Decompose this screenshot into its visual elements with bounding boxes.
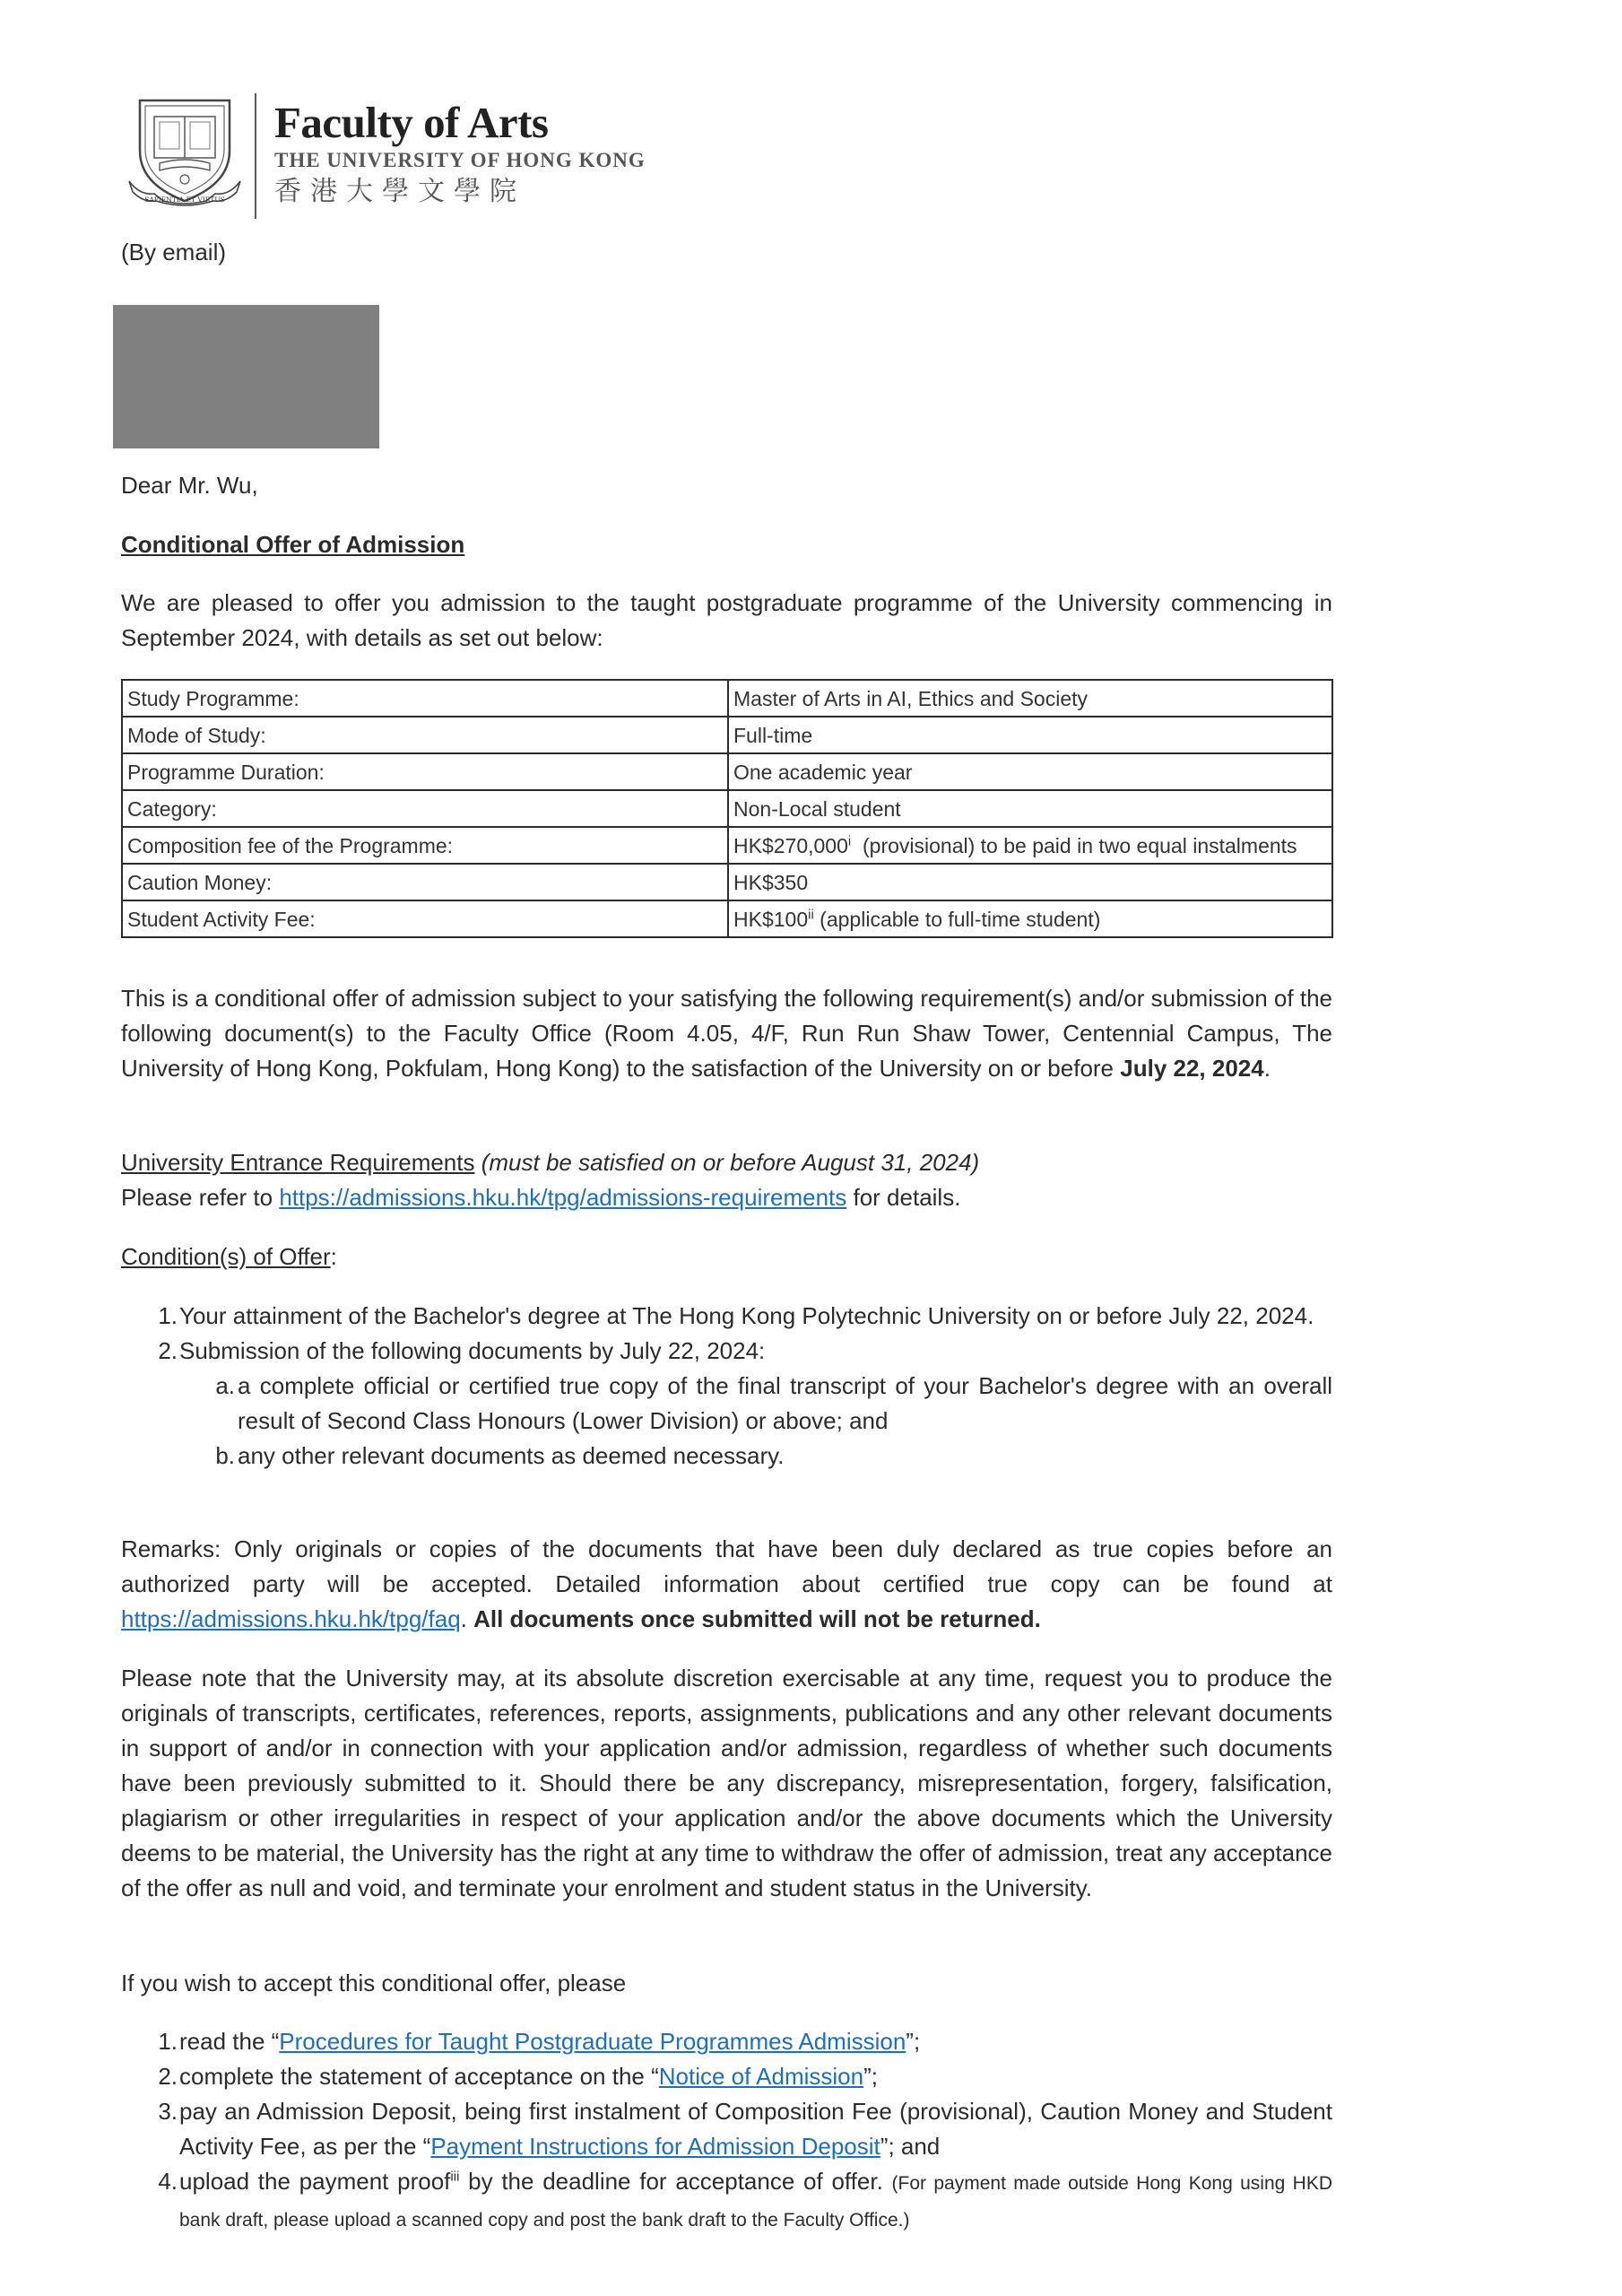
- item-number: 2.: [158, 2063, 178, 2090]
- detail-label: Caution Money:: [122, 864, 728, 900]
- documents-sublist: [179, 1369, 1332, 1474]
- table-row: [122, 864, 1332, 900]
- list-item: [179, 1369, 1332, 1439]
- crest-motto: SAPIENTIA ET VIRTUS: [144, 196, 225, 204]
- notice-of-admission-link[interactable]: Notice of Admission: [658, 2063, 864, 2090]
- step-text: complete the statement of acceptance on the “: [179, 2063, 659, 2090]
- conditional-paragraph: [121, 981, 1332, 1086]
- remarks-paragraph: [121, 1532, 1332, 1637]
- remarks-text: Remarks: Only originals or copies of the documents that have been duly declared as true copies before an authorized party will be accepted. Detailed information about certified true copy can be found at: [121, 1535, 1332, 1597]
- university-name: THE UNIVERSITY OF HONG KONG: [274, 149, 646, 171]
- bank-draft-note: (For payment made outside Hong Kong using HKD bank draft, please upload a scanned copy and post the bank draft to the Faculty Office.): [179, 2173, 1333, 2231]
- step-text: pay an Admission Deposit, being first instalment of Composition Fee (provisional), Caution Money and Student Activity Fee, as per the “: [179, 2098, 1332, 2160]
- footnote-marker: iii: [450, 2169, 460, 2185]
- entrance-requirements-heading: [121, 1145, 979, 1180]
- detail-value-note: (applicable to full-time student): [813, 907, 1101, 931]
- requirements-reference: [121, 1180, 960, 1215]
- step-text: upload the payment proof: [179, 2168, 451, 2195]
- list-item: [121, 2094, 1332, 2164]
- redacted-address-block: [113, 305, 379, 448]
- detail-value: [728, 753, 1332, 790]
- detail-value-text: HK$100: [733, 907, 809, 931]
- detail-value: [728, 790, 1332, 827]
- conditions-colon: :: [330, 1243, 337, 1270]
- item-number: 3.: [158, 2098, 178, 2125]
- chinese-name: 香港大學文學院: [274, 176, 525, 207]
- refer-prefix: Please refer to: [121, 1184, 280, 1211]
- header-divider: [255, 93, 256, 219]
- item-letter: b.: [215, 1442, 235, 1469]
- detail-label: Mode of Study:: [122, 717, 728, 753]
- conditions-list: [121, 1299, 1332, 1474]
- list-item: [121, 2164, 1332, 2238]
- detail-label: Programme Duration:: [122, 753, 728, 790]
- list-item: [121, 2059, 1332, 2094]
- item-number: 4.: [158, 2168, 178, 2195]
- detail-value-text: Full-time: [733, 723, 813, 747]
- detail-value-text: HK$350: [733, 870, 809, 894]
- detail-value-text: One academic year: [733, 760, 913, 784]
- faculty-name: Faculty of Arts: [274, 98, 549, 147]
- table-row: [122, 900, 1332, 937]
- detail-value: [728, 717, 1332, 753]
- detail-value: [728, 680, 1332, 717]
- detail-label: Category:: [122, 790, 728, 827]
- step-text-end: ”;: [906, 2028, 921, 2055]
- list-item: [179, 1439, 1332, 1474]
- faq-link[interactable]: https://admissions.hku.hk/tpg/faq: [121, 1605, 461, 1632]
- item-number: 1.: [158, 1302, 178, 1329]
- detail-value-text: Master of Arts in AI, Ethics and Society: [733, 686, 1089, 710]
- letter-subject: Conditional Offer of Admission: [121, 531, 465, 558]
- conditions-heading: [121, 1239, 337, 1274]
- discretion-paragraph: Please note that the University may, at its absolute discretion exercisable at any time, request you to produce the originals of transcripts, certificates, references, reports, assignments, publications and any other relevant documents in support of and/or in connection with your application and/or admission, regardless of whether such documents have been previously submitted to it. Should there be any discrepancy, misrepresentation, forgery, falsification, plagiarism or other irregularities in respect of your application and/or the above documents which the University deems to be material, the University has the right at any time to withdraw the offer of admission, treat any acceptance of the offer as null and void, and terminate your enrolment and student status in the University.: [121, 1665, 1332, 1901]
- detail-value-text: HK$270,000: [733, 833, 848, 857]
- offer-details-table: [121, 679, 1333, 938]
- item-text: a complete official or certified true copy of the final transcript of your Bachelor's degree with an overall result of Second Class Honours (Lower Division) or above; and: [238, 1372, 1332, 1434]
- letterhead: [127, 93, 683, 223]
- item-letter: a.: [215, 1372, 235, 1399]
- conditional-text: This is a conditional offer of admission subject to your satisfying the following requirement(s) and/or submission of the following document(s) to the Faculty Office (Room 4.05, 4/F, Run Run Shaw Tower, Centennial Campus, The University of Hong Kong, Pokfulam, Hong Kong) to the satisfaction of the University on or before: [121, 985, 1332, 1082]
- payment-instructions-link[interactable]: Payment Instructions for Admission Deposit: [430, 2133, 880, 2160]
- remarks-separator: .: [460, 1605, 474, 1632]
- table-row: [122, 790, 1332, 827]
- acceptance-intro: If you wish to accept this conditional offer, please: [121, 1970, 627, 1996]
- detail-label: Student Activity Fee:: [122, 900, 728, 937]
- by-email-note: (By email): [121, 239, 227, 265]
- list-item: [121, 2024, 1332, 2059]
- item-text: any other relevant documents as deemed necessary.: [238, 1442, 785, 1469]
- conditional-end: .: [1263, 1055, 1271, 1082]
- deadline-date: July 22, 2024: [1120, 1055, 1264, 1082]
- list-item: [121, 1334, 1332, 1474]
- table-row: [122, 827, 1332, 864]
- detail-value: [728, 900, 1332, 937]
- hku-crest-icon: [127, 95, 242, 206]
- uer-title: University Entrance Requirements: [121, 1149, 475, 1176]
- detail-value-note: (provisional) to be paid in two equal instalments: [851, 833, 1297, 857]
- uer-deadline-note: (must be satisfied on or before August 31, 2024): [481, 1149, 980, 1176]
- table-row: [122, 753, 1332, 790]
- detail-label: Study Programme:: [122, 680, 728, 717]
- detail-value: [728, 864, 1332, 900]
- detail-value-text: Non-Local student: [733, 796, 901, 821]
- admissions-requirements-link[interactable]: https://admissions.hku.hk/tpg/admissions-requirements: [279, 1184, 847, 1211]
- conditions-title: Condition(s) of Offer: [121, 1243, 331, 1270]
- table-row: [122, 717, 1332, 753]
- greeting: Dear Mr. Wu,: [121, 472, 258, 499]
- step-text-end: ”;: [863, 2063, 878, 2090]
- item-text: Submission of the following documents by July 22, 2024:: [179, 1337, 766, 1364]
- item-number: 1.: [158, 2028, 178, 2055]
- item-text: Your attainment of the Bachelor's degree at The Hong Kong Polytechnic University on or before July 22, 2024.: [179, 1302, 1314, 1329]
- remarks-warning: All documents once submitted will not be returned.: [473, 1605, 1041, 1632]
- item-number: 2.: [158, 1337, 178, 1364]
- table-row: [122, 680, 1332, 717]
- intro-paragraph: We are pleased to offer you admission to the taught postgraduate programme of the University commencing in September 2024, with details as set out below:: [121, 589, 1332, 651]
- detail-value: [728, 827, 1332, 864]
- footnote-marker: ii: [808, 906, 814, 922]
- footnote-marker: i: [847, 832, 852, 848]
- procedures-link[interactable]: Procedures for Taught Postgraduate Programmes Admission: [279, 2028, 906, 2055]
- acceptance-steps-list: [121, 2024, 1332, 2238]
- detail-label: Composition fee of the Programme:: [122, 827, 728, 864]
- step-text-end: by the deadline for acceptance of offer.: [459, 2168, 892, 2195]
- list-item: [121, 1299, 1332, 1334]
- step-text: read the “: [179, 2028, 280, 2055]
- refer-suffix: for details.: [846, 1184, 961, 1211]
- step-text-end: ”; and: [880, 2133, 941, 2160]
